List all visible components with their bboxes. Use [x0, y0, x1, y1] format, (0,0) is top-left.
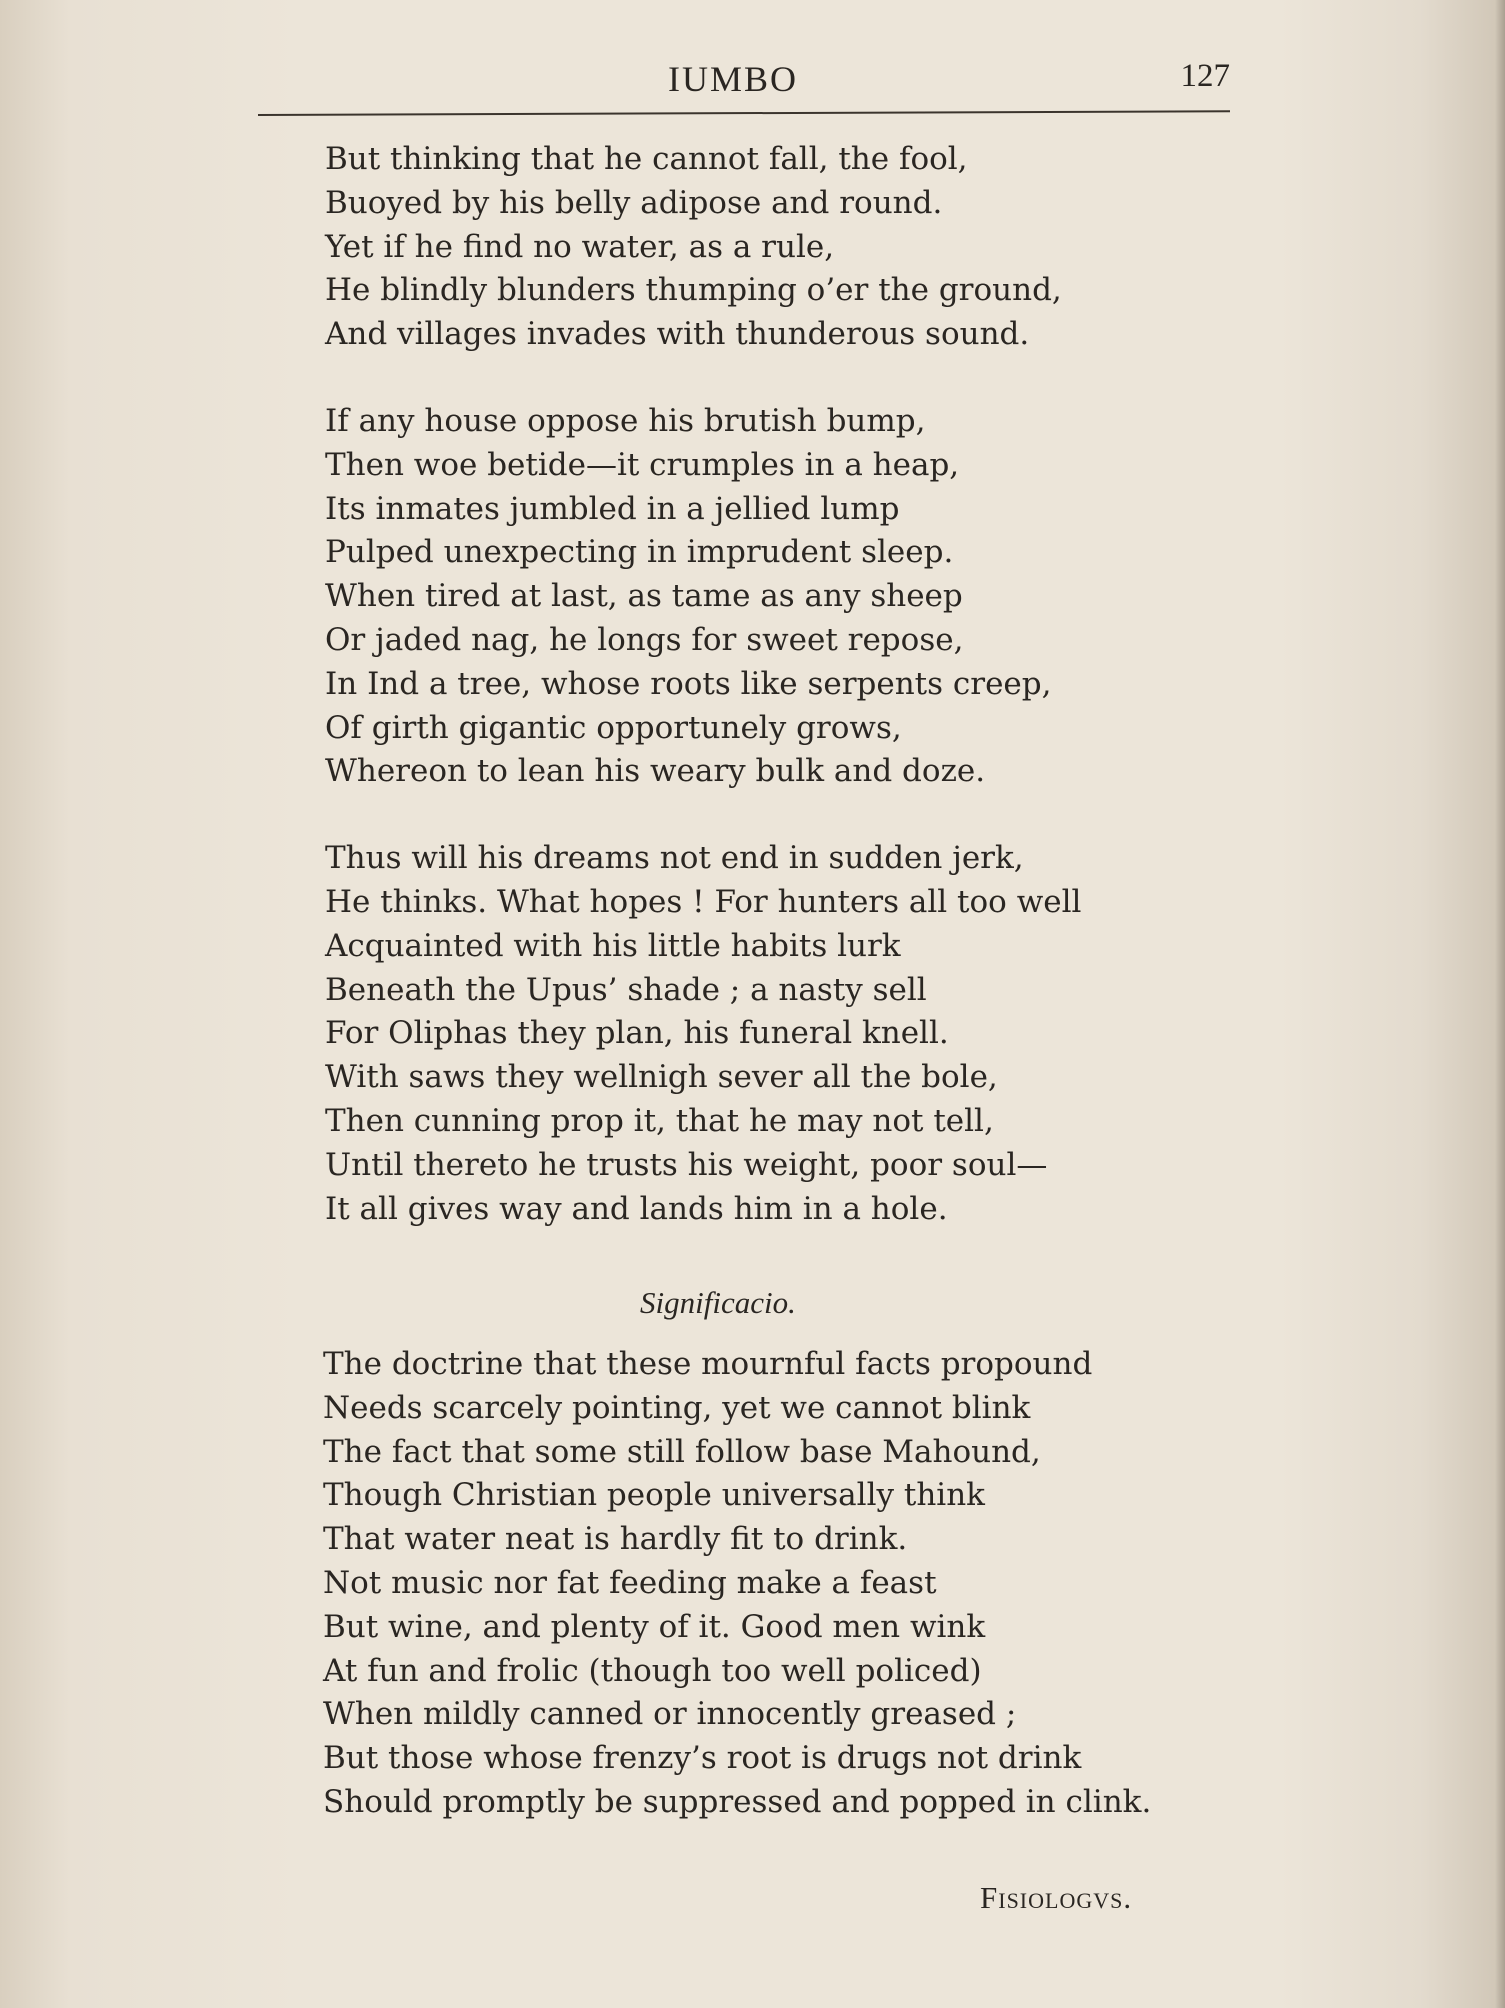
running-header	[258, 58, 1230, 108]
moral-stanza	[323, 1343, 1233, 1825]
verse-line: Or jaded nag, he longs for sweet repose,	[325, 621, 964, 658]
verse-line: But wine, and plenty of it. Good men wink	[323, 1608, 986, 1645]
verse-line: And villages invades with thunderous sound.	[325, 316, 1030, 353]
author-signature: Fisiologvs.	[980, 1880, 1133, 1915]
verse-line: Not music nor fat feeding make a feast	[323, 1564, 937, 1601]
verse-line: The doctrine that these mournful facts propound	[323, 1346, 1093, 1382]
header-rule	[258, 110, 1230, 116]
verse-line: Thus will his dreams not end in sudden jerk,	[325, 840, 1024, 877]
verse-line: Until thereto he trusts his weight, poor soul—	[325, 1146, 1048, 1183]
poem-body	[325, 138, 1225, 1231]
stanza-2	[325, 400, 1225, 794]
stanza-3	[325, 837, 1225, 1231]
verse-line: Of girth gigantic opportunely grows,	[325, 709, 902, 746]
verse-line: Needs scarcely pointing, yet we cannot blink	[323, 1389, 1031, 1426]
verse-line: In Ind a tree, whose roots like serpents creep,	[325, 665, 1052, 702]
verse-line: Whereon to lean his weary bulk and doze.	[325, 753, 986, 790]
verse-line: Its inmates jumbled in a jellied lump	[325, 490, 900, 527]
verse-line: If any house oppose his brutish bump,	[325, 402, 926, 439]
verse-line: Though Christian people universally think	[323, 1477, 985, 1514]
verse-line: Pulped unexpecting in imprudent sleep.	[325, 534, 954, 571]
verse-line: He thinks. What hopes ! For hunters all too well	[325, 883, 1082, 920]
page-number: 127	[1180, 58, 1230, 94]
verse-line: The fact that some still follow base Mahound,	[323, 1433, 1041, 1470]
verse-line: Then cunning prop it, that he may not tell,	[325, 1102, 994, 1139]
stanza-1	[325, 138, 1225, 357]
verse-line: It all gives way and lands him in a hole.	[325, 1190, 948, 1227]
verse-line: Should promptly be suppressed and popped in clink.	[323, 1783, 1152, 1820]
verse-line: With saws they wellnigh sever all the bole,	[325, 1059, 998, 1096]
section-heading: Significacio.	[640, 1285, 796, 1320]
verse-line: That water neat is hardly fit to drink.	[323, 1521, 908, 1558]
verse-line: Buoyed by his belly adipose and round.	[325, 184, 943, 221]
verse-line: At fun and frolic (though too well policed)	[323, 1652, 982, 1689]
verse-line: But thinking that he cannot fall, the fool,	[325, 141, 968, 177]
page-edge-shadow	[1495, 0, 1505, 2008]
verse-line: But those whose frenzy’s root is drugs not drink	[323, 1740, 1082, 1777]
verse-line: When tired at last, as tame as any sheep	[325, 578, 963, 615]
verse-line: Beneath the Upus’ shade ; a nasty sell	[325, 971, 927, 1008]
verse-line: He blindly blunders thumping o’er the ground,	[325, 272, 1062, 309]
verse-line: For Oliphas they plan, his funeral knell.	[325, 1015, 949, 1052]
verse-line: Yet if he find no water, as a rule,	[325, 228, 835, 265]
verse-line: Then woe betide—it crumples in a heap,	[325, 446, 960, 483]
running-title: IUMBO	[668, 59, 799, 99]
verse-line: When mildly canned or innocently greased ;	[323, 1696, 1017, 1733]
verse-line: Acquainted with his little habits lurk	[325, 927, 901, 964]
